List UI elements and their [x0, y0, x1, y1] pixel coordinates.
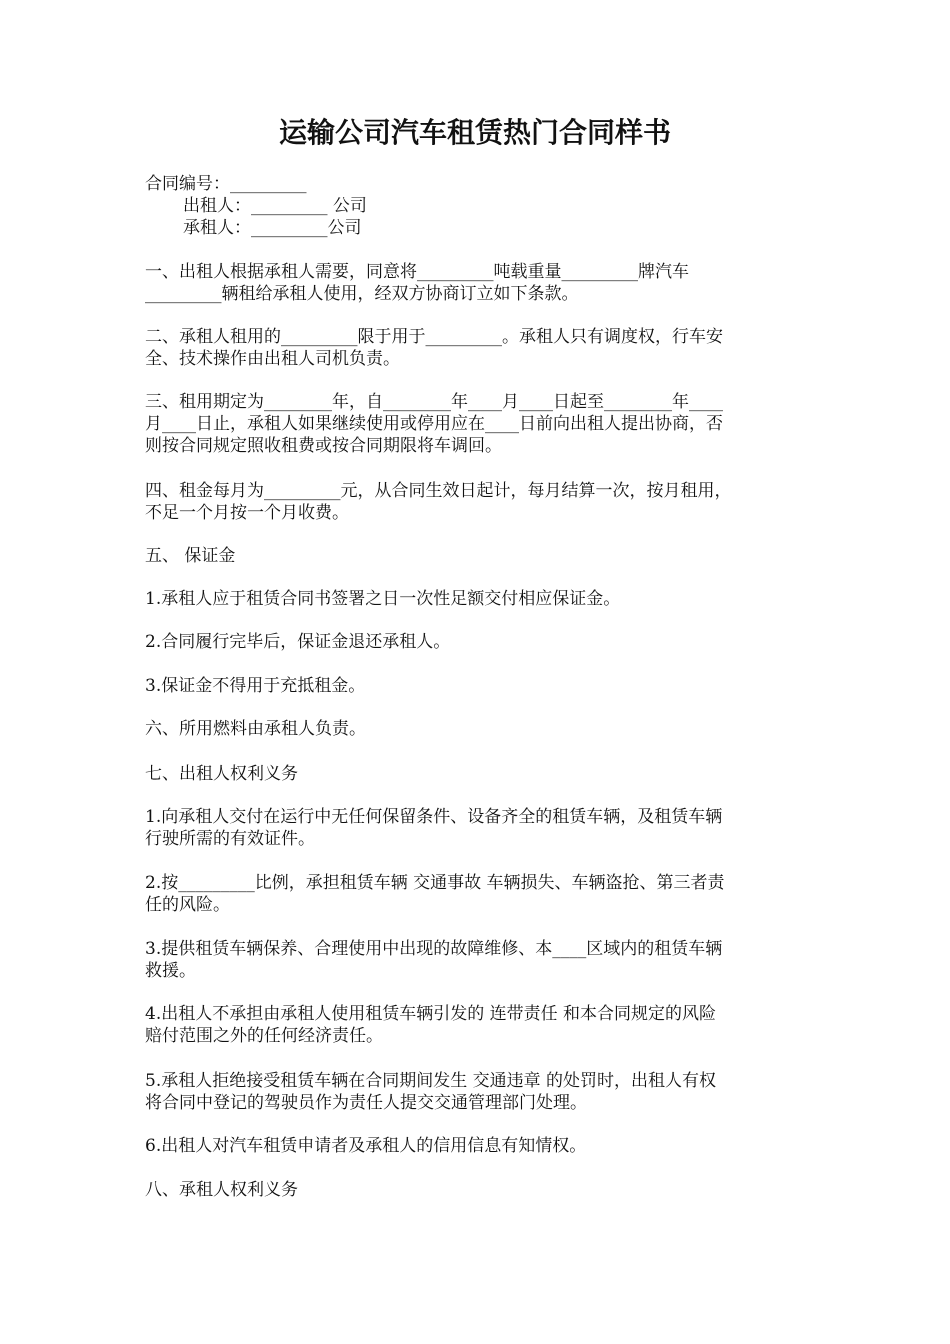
- clause-4-line-1: 四、租金每月为_________元，从合同生效日起计，每月结算一次，按月租用，: [145, 481, 732, 501]
- clause-5-item-2: 2.合同履行完毕后，保证金退还承租人。: [145, 632, 451, 652]
- clause-7-item-2-line-2: 任的风险。: [145, 895, 230, 915]
- clause-3-line-2: 月____日止，承租人如果继续使用或停用应在____日前向出租人提出协商，否: [145, 414, 723, 434]
- clause-7-item-6-line: 6.出租人对汽车租赁申请者及承租人的信用信息有知情权。: [145, 1136, 587, 1156]
- clause-7-heading: 七、出租人权利义务: [145, 764, 298, 784]
- clause-7-item-5-line-1: 5.承租人拒绝接受租赁车辆在合同期间发生 交通违章 的处罚时，出租人有权: [145, 1071, 717, 1091]
- clause-6-line: 六、所用燃料由承租人负责。: [145, 719, 366, 739]
- clause-7-item-5-line-2: 将合同中登记的驾驶员作为责任人提交交通管理部门处理。: [145, 1093, 587, 1113]
- lessee-line: 承租人：_________公司: [183, 218, 362, 238]
- clause-7-item-4-line-1: 4.出租人不承担由承租人使用租赁车辆引发的 连带责任 和本合同规定的风险: [145, 1004, 717, 1024]
- document-title: 运输公司汽车租赁热门合同样书: [278, 116, 671, 149]
- clause-7-item-1-line-2: 行驶所需的有效证件。: [145, 829, 315, 849]
- contract-number-line: 合同编号：_________: [145, 174, 307, 194]
- clause-2-line-2: 全、技术操作由出租人司机负责。: [145, 349, 400, 369]
- clause-1-line-1: 一、出租人根据承租人需要，同意将_________吨载重量_________牌汽车: [145, 262, 689, 282]
- clause-5-item-3: 3.保证金不得用于充抵租金。: [145, 676, 366, 696]
- clause-7-item-3-line-2: 救援。: [145, 961, 196, 981]
- clause-3-line-1: 三、租用期定为________年，自________年____月____日起至________年____: [145, 392, 723, 412]
- lessor-line: 出租人：_________ 公司: [183, 196, 367, 216]
- clause-7-item-2-line-1: 2.按_________比例，承担租赁车辆 交通事故 车辆损失、车辆盗抢、第三者责: [145, 873, 725, 893]
- clause-8-heading: 八、承租人权利义务: [145, 1180, 298, 1200]
- clause-7-item-4-line-2: 赔付范围之外的任何经济责任。: [145, 1026, 383, 1046]
- clause-4-line-2: 不足一个月按一个月收费。: [145, 503, 349, 523]
- clause-1-line-2: _________辆租给承租人使用，经双方协商订立如下条款。: [145, 284, 579, 304]
- clause-5-item-1: 1.承租人应于租赁合同书签署之日一次性足额交付相应保证金。: [145, 589, 621, 609]
- clause-2-line-1: 二、承租人租用的_________限于用于_________。承租人只有调度权，行车安: [145, 327, 723, 347]
- clause-3-line-3: 则按合同规定照收租费或按合同期限将车调回。: [145, 436, 502, 456]
- clause-7-item-1-line-1: 1.向承租人交付在运行中无任何保留条件、设备齐全的租赁车辆，及租赁车辆: [145, 807, 723, 827]
- clause-5-heading: 五、 保证金: [145, 546, 236, 566]
- clause-7-item-3-line-1: 3.提供租赁车辆保养、合理使用中出现的故障维修、本____区域内的租赁车辆: [145, 939, 723, 959]
